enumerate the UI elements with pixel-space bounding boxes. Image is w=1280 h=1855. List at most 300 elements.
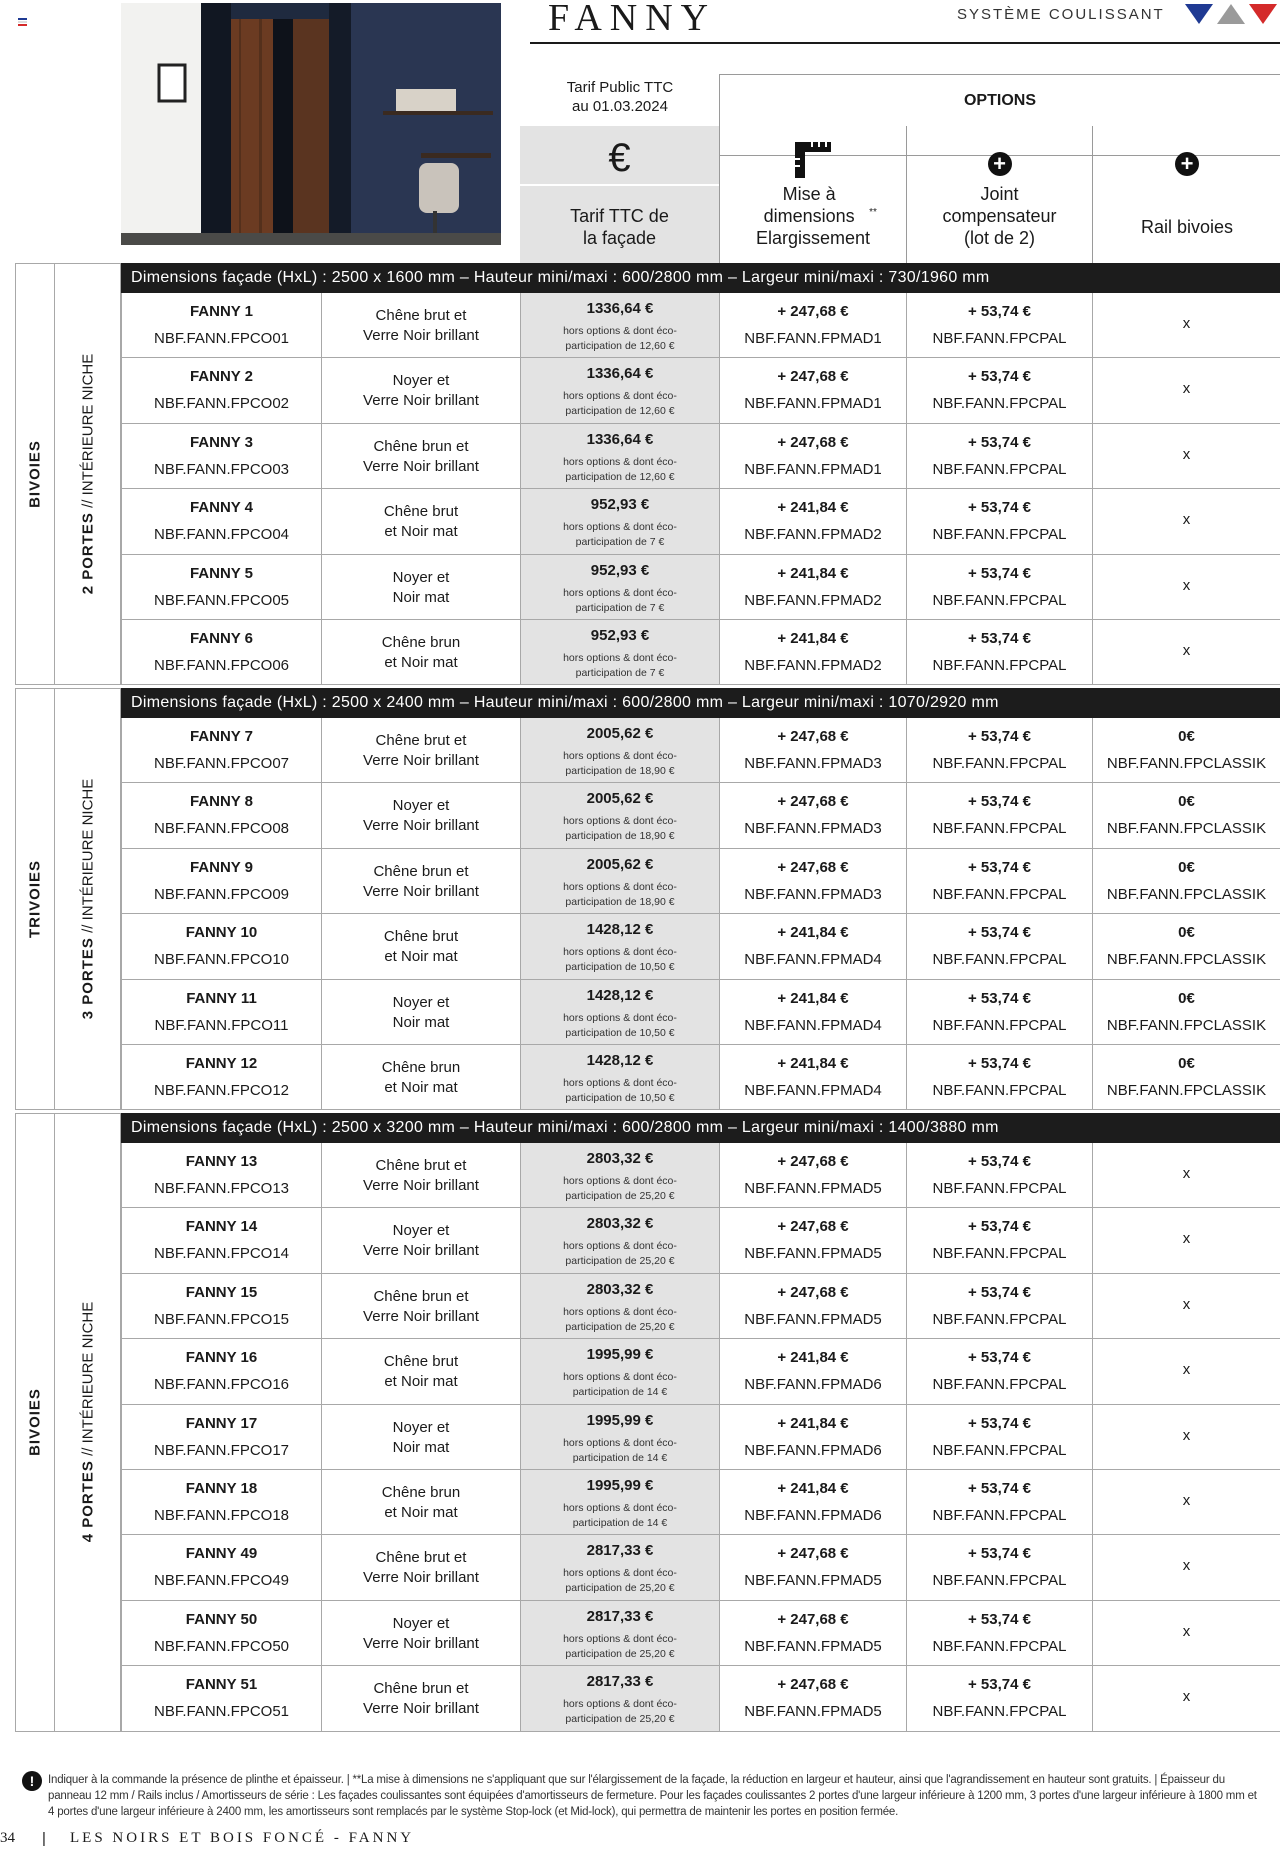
mise-cell <box>719 1339 906 1403</box>
header-rail-cell <box>1092 126 1280 263</box>
price-value: 1428,12 € <box>586 986 654 1004</box>
joint-code: NBF.FANN.FPCPAL <box>932 820 1067 838</box>
product-code: NBF.FANN.FPCO15 <box>153 1310 290 1328</box>
price-cell <box>520 1208 719 1272</box>
product-code: NBF.FANN.FPCO10 <box>153 951 290 969</box>
finish-line-2: Noir mat <box>392 588 450 606</box>
price-cell <box>520 1405 719 1469</box>
product-code: NBF.FANN.FPCO06 <box>153 657 290 674</box>
product-cell <box>121 783 321 847</box>
price-value: 1995,99 € <box>586 1477 654 1494</box>
joint-cell <box>906 849 1092 913</box>
price-value: 2803,32 € <box>586 1280 654 1298</box>
mise-price: + 247,68 € <box>777 1153 849 1170</box>
price-note <box>521 1370 719 1400</box>
rail-unavailable: x <box>1182 1492 1191 1509</box>
euro-icon: € <box>608 136 631 180</box>
product-cell <box>121 1470 321 1534</box>
price-note-2: participation de 14 € <box>572 1517 668 1529</box>
rail-cell <box>1092 1535 1280 1599</box>
finish-text <box>322 1679 520 1719</box>
finish-text <box>322 437 520 477</box>
joint-price: + 53,74 € <box>968 499 1031 517</box>
price-cell <box>520 1666 719 1730</box>
price-cell <box>520 293 719 357</box>
product-code: NBF.FANN.FPCO16 <box>153 1376 290 1394</box>
tarif-date: au 01.03.2024 <box>572 98 668 115</box>
rail-unavailable: x <box>1182 1622 1191 1640</box>
product-name: FANNY 11 <box>186 989 257 1007</box>
finish-cell <box>321 358 520 422</box>
mise-code: NBF.FANN.FPMAD1 <box>744 395 882 413</box>
product-cell <box>121 1405 321 1469</box>
mise-cell <box>719 1045 906 1109</box>
system-label: SYSTÈME COULISSANT <box>957 6 1165 23</box>
price-note-2: participation de 7 € <box>575 667 665 679</box>
mise-price: + 247,68 € <box>777 728 849 745</box>
price-value: 952,93 € <box>590 627 650 644</box>
mise-label-text: Mise à dimensions <box>763 184 855 226</box>
finish-text <box>322 1221 520 1261</box>
rail-cell <box>1092 424 1280 488</box>
joint-price: + 53,74 € <box>968 303 1031 320</box>
rail-cell <box>1092 1405 1280 1469</box>
table-row <box>121 718 1280 783</box>
doors-label <box>55 263 121 685</box>
finish-cell <box>321 555 520 619</box>
table-row <box>121 1666 1280 1731</box>
mise-price: + 241,84 € <box>777 564 849 582</box>
price-cell <box>520 424 719 488</box>
price-note-2: participation de 25,20 € <box>565 1582 675 1595</box>
mise-cell <box>719 1274 906 1338</box>
finish-line-2: Verre Noir brillant <box>363 457 479 475</box>
rail-price: 0€ <box>1178 858 1195 876</box>
joint-code: NBF.FANN.FPCPAL <box>932 1310 1067 1328</box>
product-name: FANNY 3 <box>189 433 254 451</box>
price-note-2: participation de 12,60 € <box>565 405 675 418</box>
mise-price: + 247,68 € <box>777 1218 849 1236</box>
finish-text <box>322 1548 520 1588</box>
finish-line-2: Verre Noir brillant <box>363 752 479 769</box>
mise-code: NBF.FANN.FPMAD5 <box>744 1180 882 1197</box>
joint-cell <box>906 489 1092 553</box>
price-note-2: participation de 12,60 € <box>565 470 675 483</box>
mise-code: NBF.FANN.FPMAD5 <box>744 1572 882 1590</box>
doors-count: 2 PORTES <box>79 512 96 595</box>
finish-line-2: Verre Noir brillant <box>363 1307 479 1325</box>
product-cell <box>121 1535 321 1599</box>
rail-price: 0€ <box>1178 728 1195 745</box>
joint-code: NBF.FANN.FPCPAL <box>932 1376 1067 1394</box>
finish-line-2: et Noir mat <box>384 1079 458 1096</box>
rail-cell <box>1092 489 1280 553</box>
product-name: FANNY 9 <box>189 858 254 876</box>
product-name: FANNY 17 <box>185 1414 258 1432</box>
mise-price: + 241,84 € <box>777 1349 849 1367</box>
price-note <box>521 520 719 550</box>
product-name: FANNY 1 <box>189 303 254 320</box>
rail-code: NBF.FANN.FPCLASSIK <box>1106 951 1267 969</box>
price-cell <box>520 1045 719 1109</box>
price-note <box>521 1011 719 1041</box>
mise-price: + 241,84 € <box>777 1480 849 1497</box>
rail-code: NBF.FANN.FPCLASSIK <box>1106 885 1267 903</box>
mise-cell <box>719 1405 906 1469</box>
finish-cell <box>321 1045 520 1109</box>
joint-cell <box>906 1045 1092 1109</box>
mise-code: NBF.FANN.FPMAD6 <box>744 1507 882 1524</box>
mise-code: NBF.FANN.FPMAD3 <box>744 885 882 903</box>
table-row <box>121 914 1280 979</box>
price-value: 2817,33 € <box>586 1542 654 1560</box>
price-note-2: participation de 25,20 € <box>565 1255 675 1268</box>
price-note-1: hors options & dont éco- <box>563 1502 677 1514</box>
joint-cell <box>906 620 1092 684</box>
finish-line-2: Verre Noir brillant <box>363 1700 479 1718</box>
product-cell <box>121 1274 321 1338</box>
doors-text <box>79 779 96 1020</box>
price-note-1: hors options & dont éco- <box>563 455 677 468</box>
joint-code: NBF.FANN.FPCPAL <box>932 1180 1067 1197</box>
price-note-1: hors options & dont éco- <box>563 1240 677 1253</box>
joint-cell <box>906 1339 1092 1403</box>
product-cell <box>121 1339 321 1403</box>
price-note-1: hors options & dont éco- <box>563 1436 677 1449</box>
price-value: 952,93 € <box>590 561 650 579</box>
price-note-2: participation de 10,50 € <box>565 961 675 974</box>
mise-code: NBF.FANN.FPMAD1 <box>744 330 882 347</box>
joint-price: + 53,74 € <box>968 1218 1031 1236</box>
table-row <box>121 1405 1280 1470</box>
price-note-2: participation de 18,90 € <box>565 765 675 777</box>
product-cell <box>121 914 321 978</box>
price-value: 1428,12 € <box>586 921 654 939</box>
finish-line-1: Chêne brun <box>381 1059 461 1076</box>
price-cell <box>520 783 719 847</box>
finish-line-2: Verre Noir brillant <box>363 1242 479 1260</box>
rail-code: NBF.FANN.FPCLASSIK <box>1106 1016 1267 1034</box>
mise-cell <box>719 1666 906 1730</box>
flag-icon <box>18 18 27 26</box>
mise-price: + 241,84 € <box>777 630 849 647</box>
doors-count: 3 PORTES <box>79 937 96 1020</box>
price-cell <box>520 849 719 913</box>
mise-code: NBF.FANN.FPMAD6 <box>744 1441 882 1459</box>
rail-price: 0€ <box>1178 989 1195 1007</box>
product-code: NBF.FANN.FPCO04 <box>153 526 290 544</box>
footnote: Indiquer à la commande la présence de plinthe et épaisseur. | **La mise à dimensions ne s'appliquant que sur l'élargissement de la façade, la réduction en largeur et hauteur, ainsi que l'agrandissement en hauteur sont gratuits. | Épaisseur du panneau 12 mm / Rails inclus / Amortisseurs de série : Les façades coulissantes sont équipées d'amortisseurs de fermeture. Pour les façades coulissantes 2 portes d'une largeur inférieure à 1200 mm, 3 portes d'une largeur inférieure à 1800 mm et 4 portes d'une largeur inférieure à 2400 mm, les amortisseurs sont remplacés par le système Stop-lock (et Mid-lock), qui permettra de maintenir les portes en position fermée. <box>48 1774 1257 1818</box>
joint-price: + 53,74 € <box>968 989 1031 1007</box>
price-note-2: participation de 25,20 € <box>565 1190 675 1202</box>
finish-text <box>322 993 520 1033</box>
price-note-2: participation de 18,90 € <box>565 830 675 843</box>
rail-cell <box>1092 293 1280 357</box>
price-note <box>521 945 719 975</box>
finish-line-1: Noyer et <box>392 568 450 586</box>
rail-cell <box>1092 1470 1280 1534</box>
finish-line-2: Verre Noir brillant <box>363 327 479 344</box>
joint-cell <box>906 783 1092 847</box>
price-note-2: participation de 25,20 € <box>565 1647 675 1660</box>
price-note <box>521 324 719 354</box>
joint-cell <box>906 1601 1092 1665</box>
table-row <box>121 1208 1280 1273</box>
tarif-public <box>520 78 720 116</box>
product-cell <box>121 1143 321 1207</box>
mise-mark: ** <box>869 207 877 218</box>
mise-price: + 247,68 € <box>777 1610 849 1628</box>
product-cell <box>121 718 321 782</box>
mise-code: NBF.FANN.FPMAD4 <box>744 1082 882 1099</box>
finish-cell <box>321 1535 520 1599</box>
rail-cell <box>1092 1208 1280 1272</box>
rail-unavailable: x <box>1182 1426 1191 1444</box>
mise-cell <box>719 849 906 913</box>
price-note <box>521 1436 719 1466</box>
mise-price: + 247,68 € <box>777 793 849 811</box>
table-row <box>121 620 1280 685</box>
price-value: 1336,64 € <box>586 430 654 448</box>
price-note-1: hors options & dont éco- <box>563 521 677 534</box>
rail-unavailable: x <box>1182 511 1191 529</box>
finish-text <box>322 371 520 411</box>
joint-price: + 53,74 € <box>968 1283 1031 1301</box>
joint-cell <box>906 293 1092 357</box>
rail-unavailable: x <box>1182 1688 1191 1706</box>
finish-line-2: Verre Noir brillant <box>363 1634 479 1652</box>
product-code: NBF.FANN.FPCO17 <box>153 1441 290 1459</box>
finish-cell <box>321 718 520 782</box>
table-row <box>121 1535 1280 1600</box>
price-value: 2005,62 € <box>586 855 654 873</box>
price-note-2: participation de 18,90 € <box>565 895 675 908</box>
price-note-1: hors options & dont éco- <box>563 586 677 599</box>
price-note-1: hors options & dont éco- <box>563 815 677 828</box>
header-rule <box>530 42 1280 44</box>
joint-cell <box>906 1274 1092 1338</box>
joint-code: NBF.FANN.FPCPAL <box>932 330 1067 347</box>
finish-text <box>322 1287 520 1327</box>
table-row <box>121 1470 1280 1535</box>
price-note-1: hors options & dont éco- <box>563 1011 677 1024</box>
joint-cell <box>906 980 1092 1044</box>
rail-cell <box>1092 1274 1280 1338</box>
table-row <box>121 1274 1280 1339</box>
finish-text <box>322 306 520 346</box>
price-cell <box>520 489 719 553</box>
header-mise-cell <box>719 126 906 263</box>
doors-niche: // INTÉRIEURE NICHE <box>79 353 96 513</box>
finish-cell <box>321 424 520 488</box>
mise-price: + 247,68 € <box>777 1283 849 1301</box>
price-cell <box>520 1274 719 1338</box>
table-row <box>121 980 1280 1045</box>
mise-price: + 247,68 € <box>777 1545 849 1563</box>
product-cell <box>121 489 321 553</box>
finish-line-1: Chêne brut <box>383 503 459 521</box>
product-name: FANNY 50 <box>185 1610 258 1628</box>
product-name: FANNY 4 <box>189 499 254 517</box>
price-cell <box>520 1470 719 1534</box>
price-note-2: participation de 25,20 € <box>565 1713 675 1726</box>
joint-price: + 53,74 € <box>968 433 1031 451</box>
joint-code: NBF.FANN.FPCPAL <box>932 1572 1067 1590</box>
finish-line-1: Noyer et <box>392 993 450 1011</box>
product-name: FANNY 8 <box>189 793 254 811</box>
mise-cell <box>719 783 906 847</box>
joint-code: NBF.FANN.FPCPAL <box>932 1082 1067 1099</box>
mise-price: + 241,84 € <box>777 989 849 1007</box>
product-cell <box>121 555 321 619</box>
rail-code: NBF.FANN.FPCLASSIK <box>1106 1082 1267 1099</box>
finish-line-1: Noyer et <box>392 1222 450 1240</box>
price-note-2: participation de 10,50 € <box>565 1026 675 1039</box>
price-value: 1995,99 € <box>586 1346 654 1364</box>
finish-line-1: Chêne brut et <box>375 1157 467 1174</box>
finish-line-1: Chêne brun et <box>373 437 469 455</box>
product-code: NBF.FANN.FPCO14 <box>153 1245 290 1263</box>
price-value: 2817,33 € <box>586 1607 654 1625</box>
price-note-1: hors options & dont éco- <box>563 1175 677 1187</box>
joint-code: NBF.FANN.FPCPAL <box>932 657 1067 674</box>
finish-line-2: et Noir mat <box>384 523 458 541</box>
rail-unavailable: x <box>1182 1557 1191 1575</box>
joint-price: + 53,74 € <box>968 1055 1031 1072</box>
mise-cell <box>719 980 906 1044</box>
product-name: FANNY 7 <box>189 728 254 745</box>
rail-type-label <box>15 688 55 1110</box>
product-cell <box>121 1601 321 1665</box>
dimension-bar: Dimensions façade (HxL) : 2500 x 1600 mm – Hauteur mini/maxi : 600/2800 mm – Largeur mini/maxi : 730/1960 mm <box>121 263 1280 293</box>
finish-text <box>322 633 520 673</box>
finish-cell <box>321 849 520 913</box>
mise-price: + 241,84 € <box>777 1055 849 1072</box>
finish-cell <box>321 1274 520 1338</box>
footer-separator: | <box>42 1830 46 1847</box>
joint-code: NBF.FANN.FPCPAL <box>932 1245 1067 1263</box>
price-note-1: hors options & dont éco- <box>563 390 677 403</box>
rail-unavailable: x <box>1182 1230 1191 1248</box>
product-code: NBF.FANN.FPCO51 <box>153 1703 290 1721</box>
rail-cell <box>1092 1045 1280 1109</box>
rail-unavailable: x <box>1182 642 1191 659</box>
product-name: FANNY 51 <box>185 1676 258 1694</box>
product-code: NBF.FANN.FPCO05 <box>153 591 290 609</box>
finish-line-2: Verre Noir brillant <box>363 882 479 900</box>
price-cell <box>520 1339 719 1403</box>
rail-code: NBF.FANN.FPCLASSIK <box>1106 820 1267 838</box>
plus-icon: + <box>988 152 1012 176</box>
product-cell <box>121 293 321 357</box>
finish-line-1: Chêne brut et <box>375 1549 467 1567</box>
joint-price: + 53,74 € <box>968 1414 1031 1432</box>
product-cell <box>121 1666 321 1730</box>
finish-cell <box>321 293 520 357</box>
mise-price: + 247,68 € <box>777 858 849 876</box>
joint-cell <box>906 555 1092 619</box>
finish-line-1: Chêne brut et <box>375 307 467 324</box>
joint-code: NBF.FANN.FPCPAL <box>932 951 1067 969</box>
product-name: FANNY 14 <box>185 1218 258 1236</box>
finish-line-1: Chêne brut <box>383 928 459 946</box>
price-note-2: participation de 7 € <box>575 536 665 549</box>
header-joint-cell <box>906 126 1092 263</box>
product-code: NBF.FANN.FPCO18 <box>153 1507 290 1524</box>
header-rail-label: Rail bivoies <box>1140 217 1234 237</box>
price-cell <box>520 1143 719 1207</box>
product-cell <box>121 620 321 684</box>
mise-code: NBF.FANN.FPMAD1 <box>744 460 882 478</box>
rail-unavailable: x <box>1182 380 1191 398</box>
mise-code: NBF.FANN.FPMAD2 <box>744 526 882 544</box>
joint-price: + 53,74 € <box>968 924 1031 942</box>
doors-label <box>55 688 121 1110</box>
mise-code: NBF.FANN.FPMAD6 <box>744 1376 882 1394</box>
product-name: FANNY 12 <box>185 1055 258 1072</box>
header-joint-label: Joint compensateur (lot de 2) <box>942 184 1057 248</box>
product-name: FANNY 2 <box>189 368 254 386</box>
price-note <box>521 651 719 681</box>
dimension-bar: Dimensions façade (HxL) : 2500 x 2400 mm – Hauteur mini/maxi : 600/2800 mm – Largeur mini/maxi : 1070/2920 mm <box>121 688 1280 718</box>
price-note-1: hors options & dont éco- <box>563 652 677 664</box>
mise-cell <box>719 424 906 488</box>
table-row <box>121 293 1280 358</box>
doors-count: 4 PORTES <box>79 1460 96 1543</box>
price-value: 1336,64 € <box>586 365 654 383</box>
joint-cell <box>906 1405 1092 1469</box>
rail-type-text: TRIVOIES <box>26 860 44 939</box>
finish-cell <box>321 1208 520 1272</box>
info-icon: ! <box>22 1771 42 1791</box>
finish-cell <box>321 783 520 847</box>
joint-cell <box>906 718 1092 782</box>
mise-price: + 241,84 € <box>777 924 849 942</box>
finish-text <box>322 1483 520 1523</box>
rail-cell <box>1092 620 1280 684</box>
joint-code: NBF.FANN.FPCPAL <box>932 1507 1067 1524</box>
finish-text <box>322 502 520 542</box>
price-cell <box>520 620 719 684</box>
mise-price: + 247,68 € <box>777 1676 849 1694</box>
rail-cell <box>1092 555 1280 619</box>
joint-price: + 53,74 € <box>968 858 1031 876</box>
mise-code: NBF.FANN.FPMAD4 <box>744 1016 882 1034</box>
finish-line-2: et Noir mat <box>384 948 458 966</box>
price-note <box>521 749 719 779</box>
finish-text <box>322 568 520 608</box>
finish-line-1: Chêne brun et <box>373 1680 469 1698</box>
brand-title: FANNY <box>548 0 717 39</box>
price-note <box>521 880 719 910</box>
plus-icon-wrap <box>1093 136 1280 180</box>
price-value: 1336,64 € <box>586 300 654 317</box>
price-cell <box>520 555 719 619</box>
mise-price: + 247,68 € <box>777 368 849 386</box>
price-note-2: participation de 14 € <box>572 1451 668 1464</box>
rail-price: 0€ <box>1178 924 1195 942</box>
joint-cell <box>906 1470 1092 1534</box>
mise-code: NBF.FANN.FPMAD5 <box>744 1310 882 1328</box>
price-note-2: participation de 12,60 € <box>565 340 675 352</box>
price-cell <box>520 358 719 422</box>
doors-label <box>55 1113 121 1732</box>
options-label: OPTIONS <box>963 92 1036 109</box>
table-row <box>121 1045 1280 1110</box>
finish-line-1: Noyer et <box>392 1614 450 1632</box>
price-note <box>521 455 719 485</box>
rail-type-text: BIVOIES <box>26 440 44 509</box>
